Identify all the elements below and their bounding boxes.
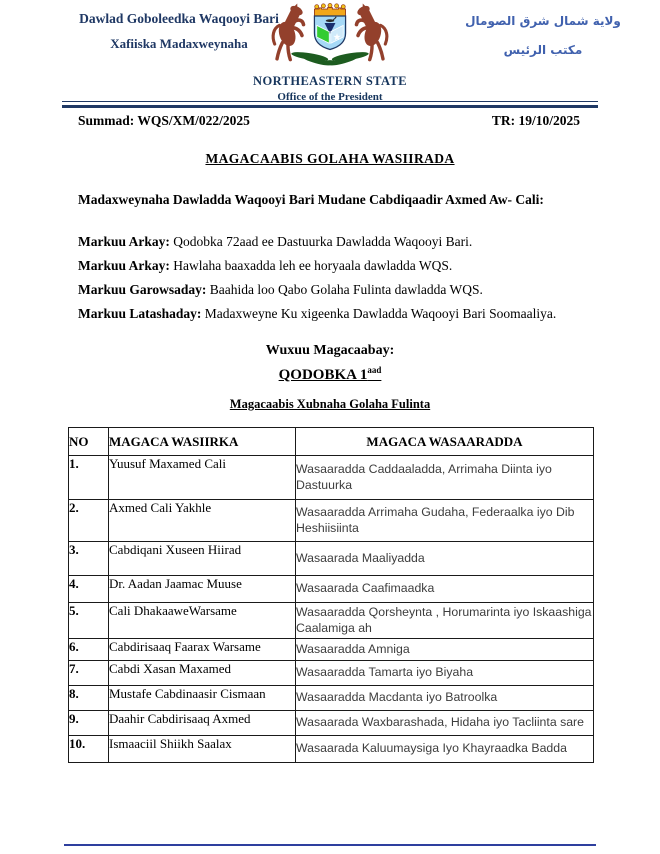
org-arabic-line1: ولاية شمال شرق الصومال <box>465 14 621 28</box>
org-name-arabic <box>438 14 648 57</box>
document-date: TR: 19/10/2025 <box>491 113 580 128</box>
footer-divider <box>64 844 596 846</box>
table-row <box>69 711 594 736</box>
laurel-icon <box>291 50 369 67</box>
org-somali-line2: Xafiiska Madaxweynaha <box>110 35 248 51</box>
clause-text: Qodobka 72aad ee Dastuurka Dawladda Waqooyi Bari. <box>169 234 473 249</box>
table-row <box>69 639 594 661</box>
cell-ministry: Wasaaradda Arrimaha Gudaha, Federaalka iyo Dib Heshiisiinta <box>296 500 594 542</box>
column-header-no: NO <box>69 428 109 456</box>
cell-ministry: Wasaaradda Tamarta iyo Biyaha <box>296 661 594 686</box>
intro-line: Madaxweynaha Dawladda Waqooyi Bari Mudane Cabdiqaadir Axmed Aw- Cali: <box>78 192 544 207</box>
right-horse-icon <box>356 4 387 60</box>
cell-minister: Cabdirisaaq Faarax Warsame <box>109 639 296 661</box>
cell-minister: Axmed Cali Yakhle <box>109 500 296 542</box>
table-row <box>69 456 594 500</box>
cell-ministry: Wasaaradda Caddaaladda, Arrimaha Diinta iyo Dastuurka <box>296 456 594 500</box>
document-title: MAGACAABIS GOLAHA WASIIRADA <box>205 151 455 166</box>
emblem-block <box>235 2 425 103</box>
cell-ministry: Wasaarada Maaliyadda <box>296 542 594 576</box>
reference-number: Summad: WQS/XM/022/2025 <box>78 113 250 128</box>
cell-no: 3. <box>69 542 109 576</box>
clause-label: Markuu Arkay: <box>78 234 170 249</box>
cell-minister: Dr. Aadan Jaamac Muuse <box>109 576 296 603</box>
cell-no: 9. <box>69 711 109 736</box>
cell-ministry: Wasaarada Kaluumaysiga Iyo Khayraadka Badda <box>296 736 594 763</box>
decree-heading: Wuxuu Magacaabay: <box>265 343 395 358</box>
reference-row <box>78 113 580 129</box>
cell-minister: Cabdi Xasan Maxamed <box>109 661 296 686</box>
table-row <box>69 603 594 639</box>
cell-no: 8. <box>69 686 109 711</box>
cell-minister: Ismaaciil Shiikh Saalax <box>109 736 296 763</box>
office-name: Office of the President <box>277 91 383 103</box>
org-somali-line1: Dawlad Goboleedka Waqooyi Bari <box>79 11 279 26</box>
cell-no: 6. <box>69 639 109 661</box>
crown-icon <box>314 3 345 16</box>
cell-minister: Yuusuf Maxamed Cali <box>109 456 296 500</box>
cell-no: 10. <box>69 736 109 763</box>
cell-ministry: Wasaaradda Macdanta iyo Batroolka <box>296 686 594 711</box>
cell-no: 1. <box>69 456 109 500</box>
table-header-row <box>69 428 594 456</box>
cell-ministry: Wasaaradda Amniga <box>296 639 594 661</box>
table-row <box>69 500 594 542</box>
cell-minister: Cabdiqani Xuseen Hiirad <box>109 542 296 576</box>
cell-ministry: Wasaarada Caafimaadka <box>296 576 594 603</box>
cell-no: 5. <box>69 603 109 639</box>
clause-line <box>78 258 590 274</box>
table-row <box>69 661 594 686</box>
article-ordinal-suffix: aad <box>367 365 382 375</box>
column-header-minister: MAGACA WASIIRKA <box>109 428 296 456</box>
clause-line <box>78 234 590 250</box>
article-heading <box>0 365 660 384</box>
clause-text: Hawlaha baaxadda leh ee horyaala dawladda WQS. <box>169 258 453 273</box>
clause-line <box>78 282 590 298</box>
clause-text: Baahida loo Qabo Golaha Fulinta dawladda WQS. <box>206 282 483 297</box>
table-caption: Magacaabis Xubnaha Golaha Fulinta <box>229 397 431 411</box>
cell-no: 2. <box>69 500 109 542</box>
coat-of-arms-icon <box>254 2 406 76</box>
cell-ministry: Wasaarada Waxbarashada, Hidaha iyo Tacliinta sare <box>296 711 594 736</box>
clauses <box>78 234 590 322</box>
shield-icon <box>314 16 345 49</box>
cell-minister: Cali DhakaaweWarsame <box>109 603 296 639</box>
state-name: NORTHEASTERN STATE <box>253 74 407 88</box>
clause-line <box>78 306 590 322</box>
cell-minister: Mustafe Cabdinaasir Cismaan <box>109 686 296 711</box>
column-header-ministry: MAGACA WASAARADDA <box>296 428 594 456</box>
letterhead <box>0 0 660 103</box>
org-arabic-line2: مكتب الرئيس <box>503 43 583 57</box>
left-horse-icon <box>273 4 304 60</box>
table-row <box>69 542 594 576</box>
article-number: QODOBKA 1 <box>278 367 368 383</box>
clause-label: Markuu Garowsaday: <box>78 282 207 297</box>
cell-minister: Daahir Cabdirisaaq Axmed <box>109 711 296 736</box>
cell-no: 4. <box>69 576 109 603</box>
cabinet-table <box>68 427 594 763</box>
cell-no: 7. <box>69 661 109 686</box>
clause-text: Madaxweyne Ku xigeenka Dawladda Waqooyi Bari Soomaaliya. <box>201 306 557 321</box>
table-row <box>69 736 594 763</box>
cell-ministry: Wasaaradda Qorsheynta , Horumarinta iyo Iskaashiga Caalamiga ah <box>296 603 594 639</box>
clause-label: Markuu Latashaday: <box>78 306 202 321</box>
table-row <box>69 576 594 603</box>
table-row <box>69 686 594 711</box>
clause-label: Markuu Arkay: <box>78 258 170 273</box>
